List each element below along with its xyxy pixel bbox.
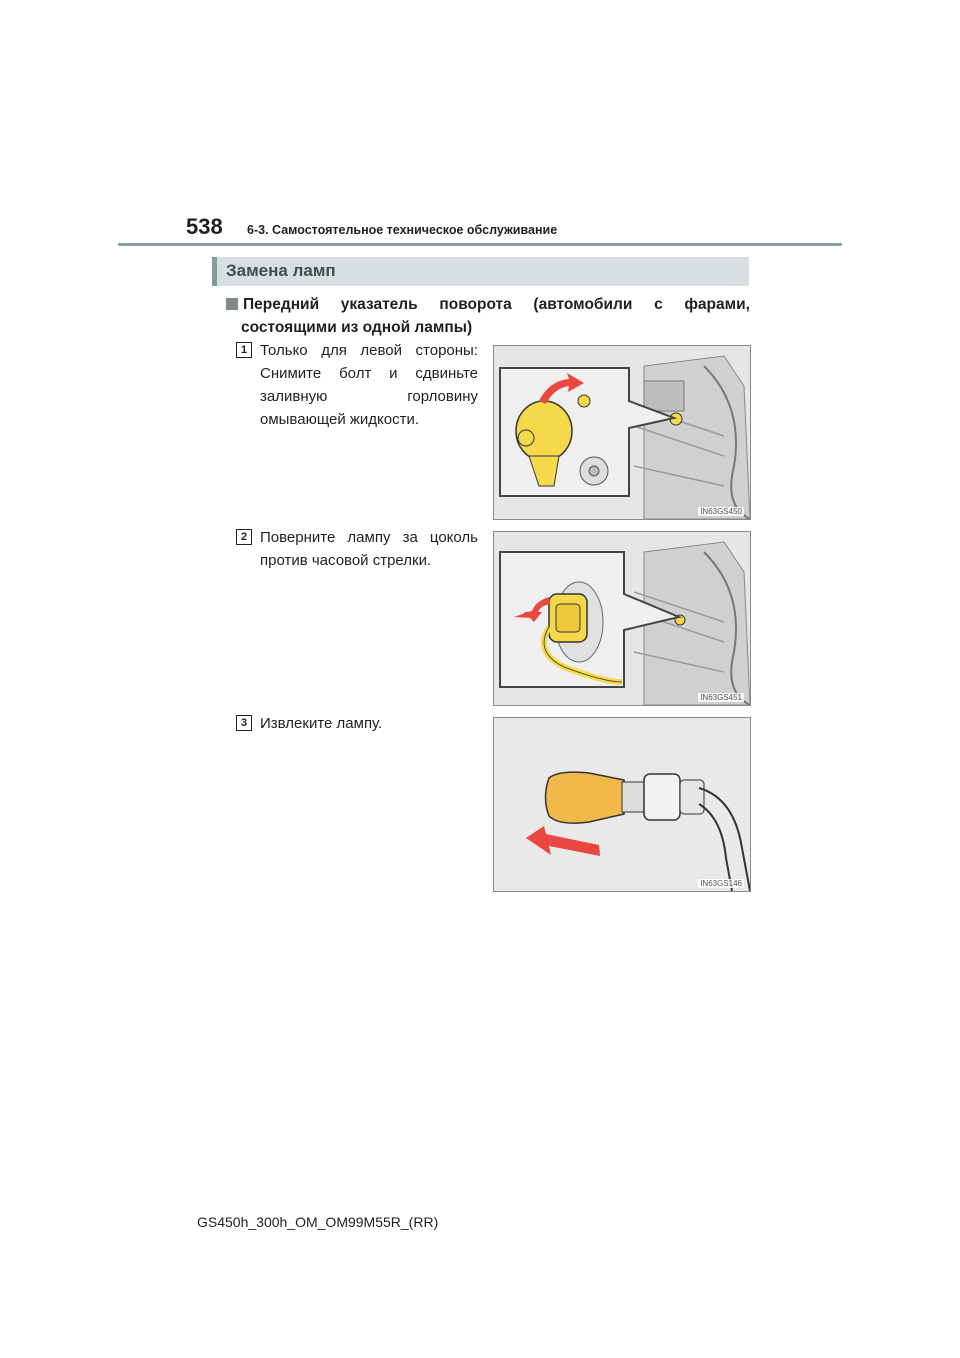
step-1-number: 1 bbox=[236, 342, 252, 358]
section-title-bar bbox=[212, 257, 749, 286]
step-3-text: Извлеките лампу. bbox=[260, 715, 383, 732]
section-accent bbox=[212, 257, 217, 286]
subheading-word: указатель bbox=[340, 296, 418, 313]
step-2-figure bbox=[493, 531, 751, 706]
step-1-figure bbox=[493, 345, 751, 520]
subheading-word: поворота bbox=[439, 296, 512, 313]
subheading-first-word-wrap bbox=[226, 293, 319, 316]
step-3-figure bbox=[493, 717, 751, 892]
step-2-figure-code: IN63GS451 bbox=[700, 693, 742, 702]
subheading-line2: состоящими из одной лампы) bbox=[241, 319, 473, 336]
page-number: 538 bbox=[186, 214, 223, 239]
subheading-word: Передний bbox=[243, 296, 320, 313]
subheading bbox=[226, 293, 750, 339]
step-2-number: 2 bbox=[236, 529, 252, 545]
subheading-line1 bbox=[226, 293, 750, 316]
square-bullet-icon bbox=[226, 298, 238, 310]
step-1-text: Только для левой стороны: Снимите болт и сдвиньте заливную горловину омывающей жидкости. bbox=[260, 342, 478, 428]
step-2-text: Поверните лампу за цоколь против часовой стрелки. bbox=[260, 529, 478, 569]
subheading-word: с bbox=[654, 296, 663, 313]
header-divider bbox=[118, 243, 842, 246]
step-3-figure-code: IN63GS146 bbox=[700, 879, 742, 888]
step-3-number: 3 bbox=[236, 715, 252, 731]
subheading-word: фарами, bbox=[684, 296, 750, 313]
subheading-word: (автомобили bbox=[533, 296, 633, 313]
section-path: 6-3. Самостоятельное техническое обслуживание bbox=[247, 223, 558, 237]
section-title: Замена ламп bbox=[226, 261, 336, 280]
step-1-figure-code: IN63GS450 bbox=[700, 507, 742, 516]
footer-model-code: GS450h_300h_OM_OM99M55R_(RR) bbox=[197, 1214, 439, 1230]
